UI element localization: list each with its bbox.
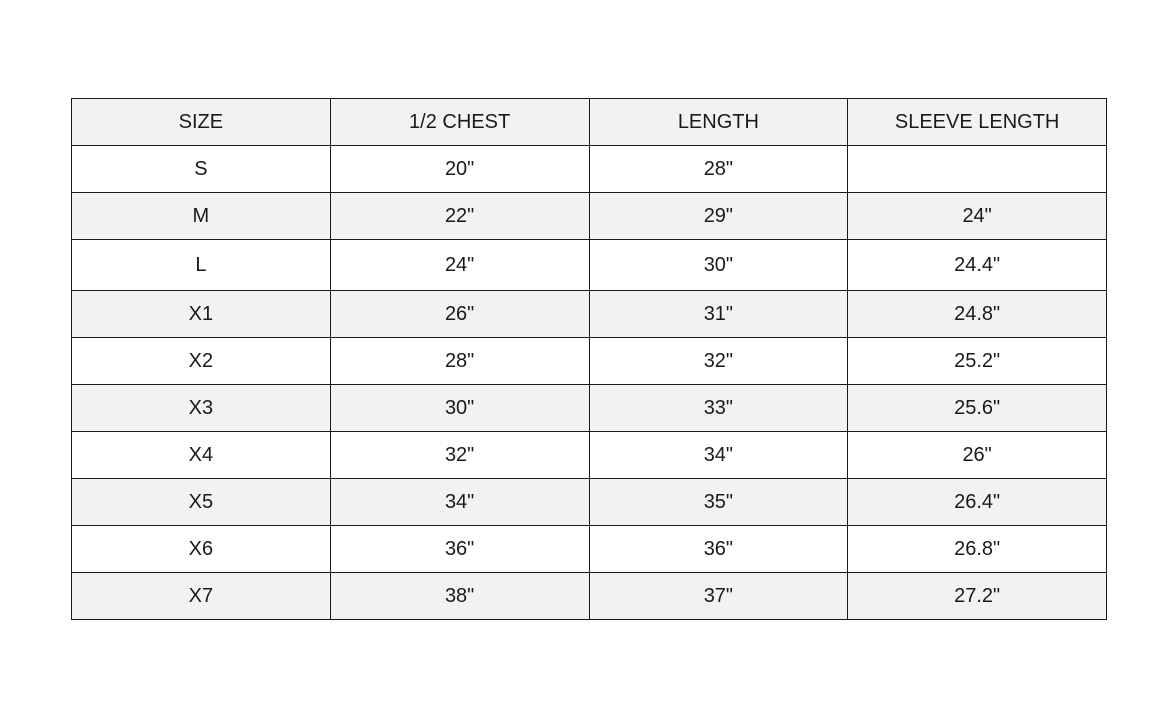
- header-half-chest: 1/2 CHEST: [330, 99, 589, 146]
- cell-size: X6: [72, 526, 331, 573]
- cell-length: 37": [589, 573, 848, 620]
- table-row: [72, 432, 1107, 479]
- cell-size: M: [72, 193, 331, 240]
- table-row: [72, 146, 1107, 193]
- cell-half-chest: 22": [330, 193, 589, 240]
- header-sleeve-length: SLEEVE LENGTH: [848, 99, 1107, 146]
- cell-sleeve-length: 25.2": [848, 338, 1107, 385]
- cell-half-chest: 32": [330, 432, 589, 479]
- cell-sleeve-length: 25.6": [848, 385, 1107, 432]
- cell-half-chest: 20": [330, 146, 589, 193]
- cell-size: X4: [72, 432, 331, 479]
- cell-size: S: [72, 146, 331, 193]
- table-row: [72, 240, 1107, 291]
- cell-sleeve-length: 26": [848, 432, 1107, 479]
- cell-size: X1: [72, 291, 331, 338]
- cell-half-chest: 24": [330, 240, 589, 291]
- cell-sleeve-length: 26.8": [848, 526, 1107, 573]
- size-chart-table: [71, 98, 1107, 620]
- table-row: [72, 193, 1107, 240]
- cell-length: 31": [589, 291, 848, 338]
- cell-size: X5: [72, 479, 331, 526]
- cell-size: X2: [72, 338, 331, 385]
- cell-sleeve-length: 27.2": [848, 573, 1107, 620]
- cell-size: L: [72, 240, 331, 291]
- cell-sleeve-length: [848, 146, 1107, 193]
- cell-length: 30": [589, 240, 848, 291]
- cell-sleeve-length: 24": [848, 193, 1107, 240]
- cell-sleeve-length: 24.8": [848, 291, 1107, 338]
- table-row: [72, 526, 1107, 573]
- table-row: [72, 573, 1107, 620]
- cell-length: 36": [589, 526, 848, 573]
- cell-size: X3: [72, 385, 331, 432]
- cell-length: 35": [589, 479, 848, 526]
- cell-half-chest: 30": [330, 385, 589, 432]
- table-body: [72, 146, 1107, 620]
- header-size: SIZE: [72, 99, 331, 146]
- table-row: [72, 479, 1107, 526]
- cell-half-chest: 36": [330, 526, 589, 573]
- table-row: [72, 291, 1107, 338]
- header-row: [72, 99, 1107, 146]
- header-length: LENGTH: [589, 99, 848, 146]
- cell-size: X7: [72, 573, 331, 620]
- cell-sleeve-length: 26.4": [848, 479, 1107, 526]
- cell-sleeve-length: 24.4": [848, 240, 1107, 291]
- cell-half-chest: 26": [330, 291, 589, 338]
- cell-half-chest: 28": [330, 338, 589, 385]
- cell-length: 33": [589, 385, 848, 432]
- cell-half-chest: 38": [330, 573, 589, 620]
- cell-length: 29": [589, 193, 848, 240]
- table-row: [72, 385, 1107, 432]
- table-row: [72, 338, 1107, 385]
- cell-half-chest: 34": [330, 479, 589, 526]
- cell-length: 32": [589, 338, 848, 385]
- table-header: [72, 99, 1107, 146]
- cell-length: 34": [589, 432, 848, 479]
- cell-length: 28": [589, 146, 848, 193]
